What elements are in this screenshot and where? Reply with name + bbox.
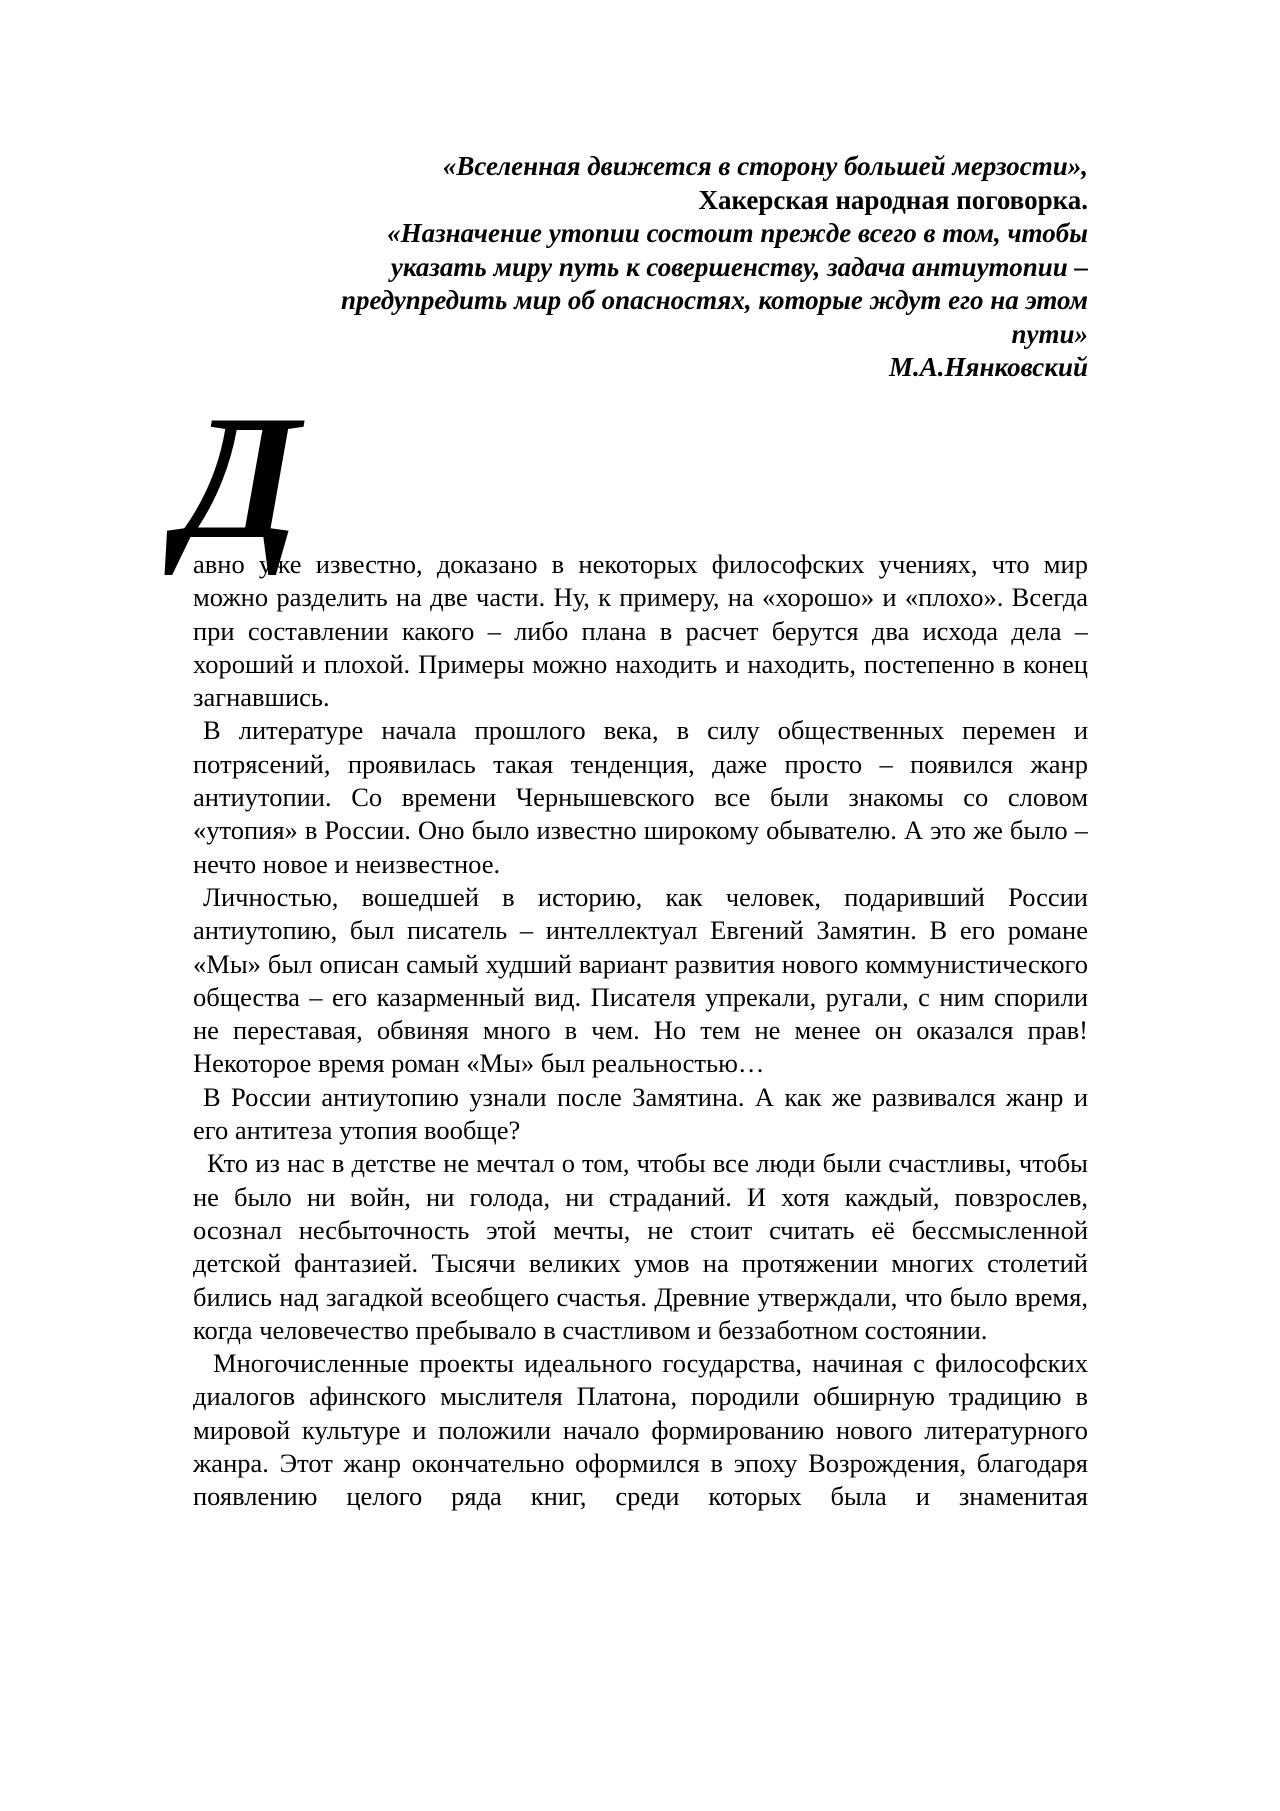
epigraph-quote-2-line: указать миру путь к совершенству, задача антиутопии –	[390, 251, 1088, 282]
epigraph-quote-2-line: «Назначение утопии состоит прежде всего в том, чтобы	[387, 218, 1088, 248]
epigraph-attribution-2: М.А.Нянковский	[889, 352, 1088, 382]
epigraph-quote-1: «Вселенная движется в сторону большей мерзости»,	[442, 151, 1088, 181]
paragraph: Многочисленные проекты идеального государства, начиная с философских диалогов афинского мыслителя Платона, породили обширную традицию в мировой культуре и положили начало формированию нового литературного жанра. Этот жанр окончательно оформился в эпоху Возрождения, благодаря появлению целого ряда книг, среди которых была и знаменитая	[193, 1348, 1088, 1512]
paragraph: В литературе начала прошлого века, в силу общественных перемен и потрясений, проявилась такая тенденция, даже просто – появился жанр антиутопии. Со времени Чернышевского все были знакомы со словом «утопия» в России. Оно было известно широкому обывателю. А это же было – нечто новое и неизвестное.	[193, 715, 1088, 879]
paragraph: авно уже известно, доказано в некоторых философских учениях, что мир можно разделить на две части. Ну, к примеру, на «хорошо» и «плохо». Всегда при составлении какого – либо плана в расчет берутся два исхода дела – хороший и плохой. Примеры можно находить и находить, постепенно в конец загнавшись.	[193, 549, 1088, 713]
epigraph	[240, 150, 1088, 385]
epigraph-quote-2-line: пути»	[1011, 318, 1088, 349]
epigraph-attribution-1: Хакерская народная поговорка.	[698, 184, 1088, 215]
drop-cap-letter: Д	[178, 378, 300, 576]
paragraph: Личностью, вошедшей в историю, как человек, подаривший России антиутопию, был писатель – интеллектуал Евгений Замятин. В его романе «Мы» был описан самый худший вариант развития нового коммунистического общества – его казарменный вид. Писателя упрекали, ругали, с ним спорили не переставая, обвиняя много в чем. Но тем не менее он оказался прав! Некоторое время роман «Мы» был реальностью…	[193, 881, 1088, 1079]
paragraph: Кто из нас в детстве не мечтал о том, чтобы все люди были счастливы, чтобы не было ни войн, ни голода, ни страданий. И хотя каждый, повзрослев, осознал несбыточность этой мечты, не стоит считать её бессмысленной детской фантазией. Тысячи великих умов на протяжении многих столетий бились над загадкой всеобщего счастья. Древние утверждали, что было время, когда человечество пребывало в счастливом и беззаботном состоянии.	[193, 1148, 1088, 1345]
paragraph: В России антиутопию узнали после Замятина. А как же развивался жанр и его антитеза утопия вообще?	[193, 1081, 1088, 1146]
article-body	[193, 548, 1088, 1678]
epigraph-quote-2-line: предупредить мир об опасностях, которые ждут его на этом	[340, 285, 1088, 315]
